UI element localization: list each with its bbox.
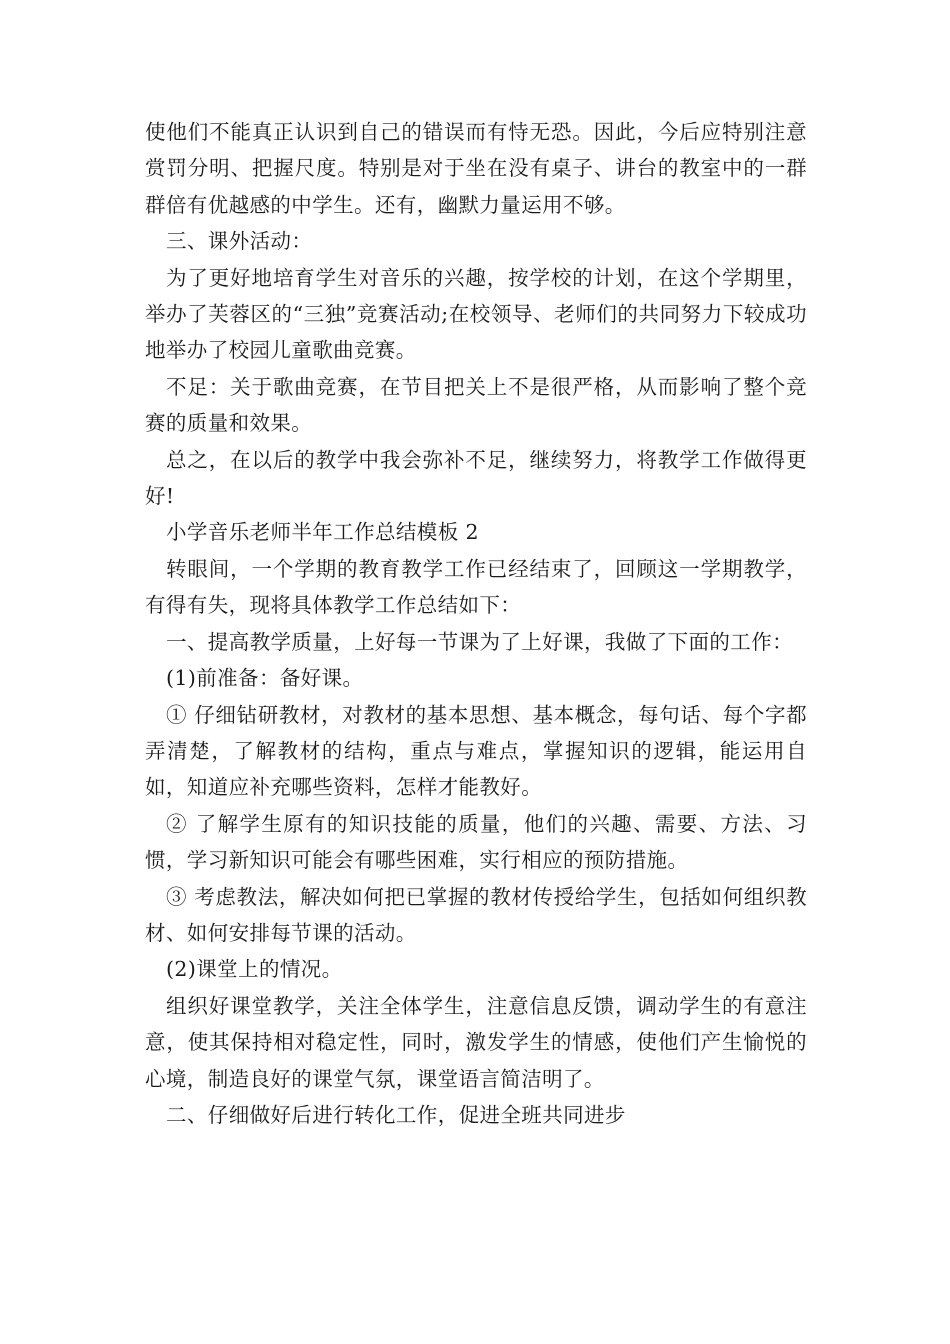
paragraph-7: 转眼间，一个学期的教育教学工作已经结束了，回顾这一学期教学，有得有失，现将具体教学工作总结如下： [145, 556, 807, 618]
list-item-2: ② 了解学生原有的知识技能的质量，他们的兴趣、需要、方法、习惯，学习新知识可能会有哪些困难，实行相应的预防措施。 [145, 811, 807, 873]
section-heading-progress: 二、仔细做好后进行转化工作，促进全班共同进步 [166, 1102, 626, 1127]
section-heading-extracurricular: 三、课外活动： [166, 229, 313, 254]
section-heading-teaching-quality: 一、提高教学质量，上好每一节课为了上好课，我做了下面的工作： [166, 629, 793, 654]
paragraph-1: 使他们不能真正认识到自己的错误而有恃无恐。因此，今后应特别注意赏罚分明、把握尺度。特别是对于坐在没有桌子、讲台的教室中的一群群倍有优越感的中学生。还有，幽默力量运用不够。 [145, 120, 807, 217]
sub-heading-classroom: (2)课堂上的情况。 [166, 957, 343, 982]
paragraph-4: 不足：关于歌曲竞赛，在节目把关上不是很严格，从而影响了整个竞赛的质量和效果。 [145, 374, 807, 436]
list-item-1: ① 仔细钻研教材，对教材的基本思想、基本概念，每句话、每个字都弄清楚，了解教材的结构，重点与难点，掌握知识的逻辑，能运用自如，知道应补充哪些资料，怎样才能教好。 [145, 702, 807, 800]
document-subtitle: 小学音乐老师半年工作总结模板 2 [166, 520, 479, 545]
list-item-3: ③ 考虑教法，解决如何把已掌握的教材传授给学生，包括如何组织教材、如何安排每节课的活动。 [145, 884, 807, 945]
paragraph-5: 总之，在以后的教学中我会弥补不足，继续努力，将教学工作做得更好! [145, 447, 807, 509]
paragraph-3: 为了更好地培育学生对音乐的兴趣，按学校的计划，在这个学期里，举办了芙蓉区的“三独”竞赛活动;在校领导、老师们的共同努力下较成功地举办了校园儿童歌曲竞赛。 [145, 265, 807, 363]
sub-heading-preparation: (1)前准备：备好课。 [166, 666, 364, 691]
document-page [145, 114, 807, 1133]
paragraph-14: 组织好课堂教学，关注全体学生，注意信息反馈，调动学生的有意注意，使其保持相对稳定性，同时，激发学生的情感，使他们产生愉悦的心境，制造良好的课堂气氛，课堂语言简洁明了。 [145, 993, 807, 1091]
